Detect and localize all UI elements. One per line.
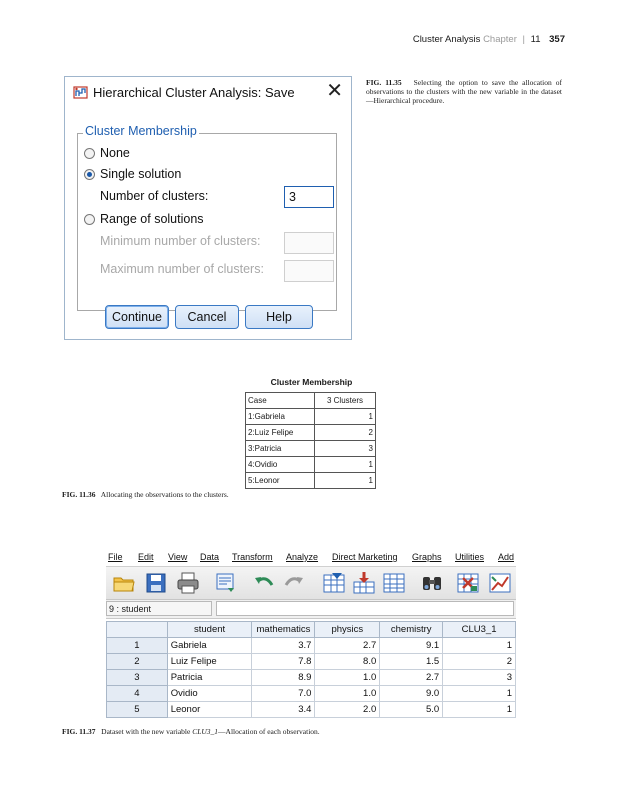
radio-single-solution[interactable] xyxy=(84,167,181,181)
cluster-cell: 1 xyxy=(315,409,376,425)
maximum-clusters-label: Maximum number of clusters: xyxy=(100,262,264,276)
menu-file[interactable]: File xyxy=(108,552,123,562)
cell-mathematics[interactable]: 3.7 xyxy=(252,638,315,654)
menu-bar xyxy=(106,550,516,567)
table-row xyxy=(246,457,376,473)
header-3-clusters: 3 Clusters xyxy=(315,393,376,409)
header-case: Case xyxy=(246,393,315,409)
table-row xyxy=(107,670,516,686)
radio-button[interactable] xyxy=(84,148,95,159)
header-chapter-number: 11 xyxy=(530,34,541,45)
help-button[interactable]: Help xyxy=(245,305,313,329)
cell-chemistry[interactable]: 5.0 xyxy=(380,702,443,718)
dialog-title-bar xyxy=(73,85,295,100)
cell-student[interactable]: Luiz Felipe xyxy=(167,654,252,670)
print-icon[interactable] xyxy=(176,571,200,595)
table-row xyxy=(107,686,516,702)
table-row xyxy=(107,638,516,654)
fig-11-36-caption xyxy=(62,490,462,499)
header-section: Cluster Analysis xyxy=(412,34,481,45)
fig-11-36-label: FIG. 11.36 xyxy=(62,490,96,499)
fig-11-37-text-suffix: —Allocation of each observation. xyxy=(218,727,320,736)
cell-clu3-1[interactable]: 1 xyxy=(443,638,516,654)
radio-none[interactable] xyxy=(84,146,130,160)
goto-case-icon[interactable] xyxy=(322,571,346,595)
fig-11-37-caption xyxy=(62,727,482,736)
cell-clu3-1[interactable]: 2 xyxy=(443,654,516,670)
number-of-clusters-input[interactable]: 3 xyxy=(284,186,334,208)
cell-physics[interactable]: 2.0 xyxy=(315,702,380,718)
row-number[interactable]: 5 xyxy=(107,702,168,718)
row-number[interactable]: 2 xyxy=(107,654,168,670)
page-number: 357 xyxy=(549,34,565,45)
radio-range-label: Range of solutions xyxy=(100,212,204,226)
continue-button[interactable]: Continue xyxy=(105,305,169,329)
cluster-cell: 1 xyxy=(315,457,376,473)
hierarchical-cluster-save-dialog xyxy=(64,76,352,340)
cell-student[interactable]: Leonor xyxy=(167,702,252,718)
spss-data-editor xyxy=(106,550,516,722)
case-cell: 1:Gabriela xyxy=(246,409,315,425)
fig-11-35-text: Selecting the option to save the allocation of observations to the clusters with the new variable in the dataset—Hierarchical procedure. xyxy=(366,78,562,105)
menu-view[interactable]: View xyxy=(168,552,188,562)
radio-range-of-solutions[interactable] xyxy=(84,212,204,226)
fig-11-37-variable: CLU3_1 xyxy=(192,727,219,736)
number-of-clusters-label: Number of clusters: xyxy=(100,189,209,203)
cell-mathematics[interactable]: 3.4 xyxy=(252,702,315,718)
redo-icon[interactable] xyxy=(282,571,306,595)
cell-physics[interactable]: 8.0 xyxy=(315,654,380,670)
fig-11-37-text-prefix: Dataset with the new variable xyxy=(101,727,191,736)
cluster-cell: 2 xyxy=(315,425,376,441)
cell-reference[interactable]: 9 : student xyxy=(106,601,212,616)
radio-none-label: None xyxy=(100,146,130,160)
cell-student[interactable]: Ovidio xyxy=(167,686,252,702)
table-row xyxy=(246,473,376,489)
radio-button[interactable] xyxy=(84,214,95,225)
cell-physics[interactable]: 1.0 xyxy=(315,670,380,686)
grid-header-row xyxy=(107,622,516,638)
menu-utilities[interactable]: Utilities xyxy=(455,552,485,562)
radio-single-label: Single solution xyxy=(100,167,182,181)
header-separator: | xyxy=(522,34,525,45)
case-cell: 2:Luiz Felipe xyxy=(246,425,315,441)
cell-student[interactable]: Gabriela xyxy=(167,638,252,654)
column-header-student[interactable]: student xyxy=(167,622,252,638)
row-number[interactable]: 1 xyxy=(107,638,168,654)
toolbar xyxy=(106,567,516,600)
open-icon[interactable] xyxy=(112,571,136,595)
cluster-membership-group xyxy=(77,124,337,311)
header-chapter-label: Chapter xyxy=(483,34,517,45)
cell-chemistry[interactable]: 1.5 xyxy=(380,654,443,670)
fig-11-37-label: FIG. 11.37 xyxy=(62,727,96,736)
fig-11-35-label: FIG. 11.35 xyxy=(366,78,402,87)
menu-transform[interactable]: Transform xyxy=(232,552,273,562)
menu-analyze[interactable]: Analyze xyxy=(286,552,319,562)
table-header-row xyxy=(246,393,376,409)
column-header-physics[interactable]: physics xyxy=(315,622,380,638)
cluster-membership-table xyxy=(245,392,376,489)
minimum-clusters-input xyxy=(284,232,334,254)
minimum-clusters-label: Minimum number of clusters: xyxy=(100,234,261,248)
row-number[interactable]: 4 xyxy=(107,686,168,702)
menu-data[interactable]: Data xyxy=(200,552,220,562)
menu-add-ons[interactable]: Add xyxy=(498,552,515,562)
undo-icon[interactable] xyxy=(252,571,276,595)
row-number[interactable]: 3 xyxy=(107,670,168,686)
dialog-recall-icon[interactable] xyxy=(214,571,238,595)
cell-clu3-1[interactable]: 3 xyxy=(443,670,516,686)
cell-student[interactable]: Patricia xyxy=(167,670,252,686)
cell-chemistry[interactable]: 2.7 xyxy=(380,670,443,686)
close-icon[interactable]: ✕ xyxy=(326,80,343,102)
dialog-title: Hierarchical Cluster Analysis: Save xyxy=(93,85,295,100)
cell-chemistry[interactable]: 9.0 xyxy=(380,686,443,702)
insert-cases-icon[interactable] xyxy=(456,571,480,595)
insert-variable-icon[interactable] xyxy=(488,571,512,595)
menu-direct-marketing[interactable]: Direct Marketing xyxy=(332,552,398,562)
save-icon[interactable] xyxy=(144,571,168,595)
cancel-button[interactable]: Cancel xyxy=(175,305,239,329)
goto-variable-icon[interactable] xyxy=(352,571,376,595)
fig-11-36-text: Allocating the observations to the clusters. xyxy=(100,490,229,499)
cluster-cell: 3 xyxy=(315,441,376,457)
column-header-chemistry[interactable]: chemistry xyxy=(380,622,443,638)
case-cell: 5:Leonor xyxy=(246,473,315,489)
cell-physics[interactable]: 1.0 xyxy=(315,686,380,702)
menu-graphs[interactable]: Graphs xyxy=(412,552,442,562)
cell-clu3-1[interactable]: 1 xyxy=(443,702,516,718)
group-label: Cluster Membership xyxy=(85,124,197,138)
data-table xyxy=(106,621,516,718)
table-row xyxy=(107,702,516,718)
variables-icon[interactable] xyxy=(382,571,406,595)
cell-mathematics[interactable]: 7.8 xyxy=(252,654,315,670)
cell-value-input[interactable] xyxy=(216,601,514,616)
cell-mathematics[interactable]: 8.9 xyxy=(252,670,315,686)
find-icon[interactable] xyxy=(420,571,444,595)
table-row xyxy=(246,441,376,457)
corner-cell xyxy=(107,622,168,638)
column-header-clu3-1[interactable]: CLU3_1 xyxy=(443,622,516,638)
maximum-clusters-input xyxy=(284,260,334,282)
data-grid xyxy=(106,621,516,718)
table-row xyxy=(246,425,376,441)
cell-physics[interactable]: 2.7 xyxy=(315,638,380,654)
cell-mathematics[interactable]: 7.0 xyxy=(252,686,315,702)
cluster-analysis-icon xyxy=(73,85,88,100)
case-cell: 3:Patricia xyxy=(246,441,315,457)
cell-clu3-1[interactable]: 1 xyxy=(443,686,516,702)
cell-reference-bar xyxy=(106,600,516,619)
cluster-table-title: Cluster Membership xyxy=(270,377,353,387)
column-header-mathematics[interactable]: mathematics xyxy=(252,622,315,638)
case-cell: 4:Ovidio xyxy=(246,457,315,473)
radio-button-selected[interactable] xyxy=(84,169,95,180)
running-header xyxy=(413,34,565,45)
menu-edit[interactable]: Edit xyxy=(138,552,154,562)
cell-chemistry[interactable]: 9.1 xyxy=(380,638,443,654)
fig-11-35-caption xyxy=(366,78,562,105)
table-row xyxy=(107,654,516,670)
cluster-cell: 1 xyxy=(315,473,376,489)
table-row xyxy=(246,409,376,425)
